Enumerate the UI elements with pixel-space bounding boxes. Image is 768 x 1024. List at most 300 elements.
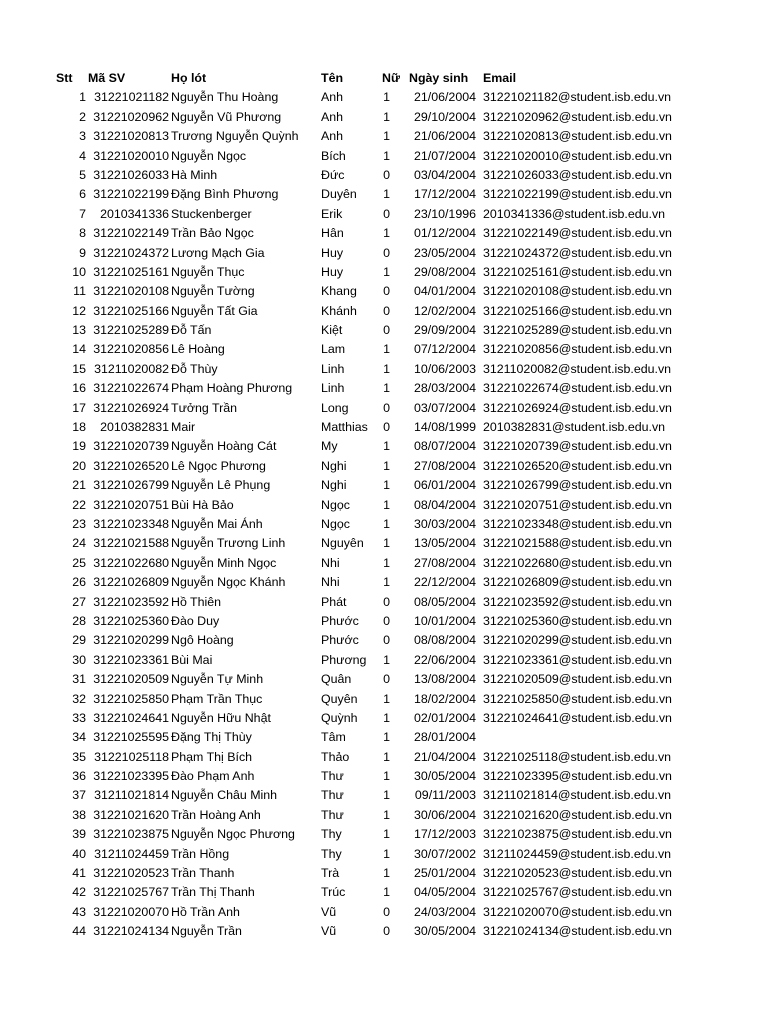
ten-cell: Khánh: [321, 303, 357, 318]
table-row: [0, 244, 768, 263]
email-cell: 31221025118@student.isb.edu.vn: [483, 749, 672, 764]
ho-lot-cell: Đỗ Tấn: [171, 323, 212, 338]
ho-lot-cell: Đặng Thị Thùy: [171, 730, 252, 745]
nu-cell: 1: [383, 148, 390, 163]
ma-sv-cell: 31221025595: [93, 730, 169, 745]
nu-cell: 1: [383, 439, 390, 454]
ho-lot-cell: Nguyễn Thu Hoàng: [171, 90, 279, 105]
ho-lot-cell: Hồ Thiên: [171, 594, 222, 609]
nu-cell: 1: [383, 458, 390, 473]
email-cell: 2010341336@student.isb.edu.vn: [483, 206, 666, 221]
table-row: [0, 302, 768, 321]
ten-cell: Thảo: [321, 749, 350, 764]
ngay-sinh-cell: 30/05/2004: [413, 924, 476, 939]
email-cell: 31221026799@student.isb.edu.vn: [483, 478, 672, 493]
ngay-sinh-cell: 18/02/2004: [413, 691, 476, 706]
table-row: [0, 767, 768, 786]
ho-lot-cell: Trần Thị Thanh: [171, 885, 255, 900]
stt-cell: 18: [72, 420, 86, 435]
email-cell: 31211024459@student.isb.edu.vn: [483, 846, 672, 861]
ma-sv-cell: 31211020082: [94, 361, 169, 376]
ten-cell: Kiệt: [321, 323, 343, 338]
stt-cell: 5: [79, 167, 86, 182]
email-cell: 31221022680@student.isb.edu.vn: [483, 555, 672, 570]
email-cell: 31221022149@student.isb.edu.vn: [483, 226, 672, 241]
ho-lot-cell: Nguyễn Thục: [171, 264, 245, 279]
email-cell: 31221025166@student.isb.edu.vn: [483, 303, 672, 318]
header-nu: Nữ: [382, 71, 400, 85]
email-cell: 2010382831@student.isb.edu.vn: [483, 420, 666, 435]
table-row: [0, 883, 768, 902]
stt-cell: 10: [72, 264, 86, 279]
table-row: [0, 903, 768, 922]
table-row: [0, 922, 768, 941]
ngay-sinh-cell: 02/01/2004: [413, 710, 476, 725]
ho-lot-cell: Lê Ngọc Phương: [171, 458, 266, 473]
ten-cell: Phước: [321, 613, 359, 628]
stt-cell: 6: [79, 187, 86, 202]
ngay-sinh-cell: 08/05/2004: [413, 594, 476, 609]
email-cell: 31211020082@student.isb.edu.vn: [483, 361, 672, 376]
ho-lot-cell: Ngô Hoàng: [171, 633, 234, 648]
ma-sv-cell: 31211021814: [94, 788, 169, 803]
ngay-sinh-cell: 29/09/2004: [413, 323, 476, 338]
ho-lot-cell: Phạm Hoàng Phương: [171, 381, 293, 396]
stt-cell: 32: [72, 691, 86, 706]
ten-cell: Thư: [321, 807, 344, 822]
ten-cell: Nghi: [321, 478, 347, 493]
nu-cell: 1: [383, 361, 390, 376]
ho-lot-cell: Trần Hoàng Anh: [171, 807, 261, 822]
ngay-sinh-cell: 24/03/2004: [413, 904, 476, 919]
table-row: [0, 690, 768, 709]
ngay-sinh-cell: 30/05/2004: [413, 769, 476, 784]
ngay-sinh-cell: 22/12/2004: [413, 575, 476, 590]
table-row: [0, 399, 768, 418]
table-row: [0, 379, 768, 398]
ho-lot-cell: Lương Mạch Gia: [171, 245, 265, 260]
ho-lot-cell: Nguyễn Minh Ngọc: [171, 555, 277, 570]
ten-cell: Linh: [321, 361, 345, 376]
stt-cell: 31: [72, 672, 86, 687]
table-row: [0, 476, 768, 495]
table-row: [0, 437, 768, 456]
nu-cell: 0: [383, 633, 390, 648]
ho-lot-cell: Bùi Mai: [171, 652, 213, 667]
ma-sv-cell: 31221024372: [93, 245, 169, 260]
ma-sv-cell: 31221022680: [93, 555, 169, 570]
ten-cell: Quyên: [321, 691, 358, 706]
ma-sv-cell: 31221026799: [93, 478, 169, 493]
ten-cell: Khang: [321, 284, 357, 299]
nu-cell: 1: [383, 536, 390, 551]
ho-lot-cell: Nguyễn Hoàng Cát: [171, 439, 277, 454]
ma-sv-cell: 31221022199: [93, 187, 169, 202]
ngay-sinh-cell: 21/06/2004: [413, 129, 476, 144]
email-cell: 31221023348@student.isb.edu.vn: [483, 516, 672, 531]
ma-sv-cell: 31221020108: [93, 284, 169, 299]
ma-sv-cell: 31221021182: [94, 90, 169, 105]
nu-cell: 1: [383, 691, 390, 706]
ngay-sinh-cell: 09/11/2003: [414, 788, 476, 803]
ten-cell: Huy: [321, 245, 344, 260]
ngay-sinh-cell: 29/10/2004: [413, 109, 476, 124]
email-cell: 31221024641@student.isb.edu.vn: [483, 710, 672, 725]
ho-lot-cell: Trương Nguyễn Quỳnh: [171, 129, 299, 144]
stt-cell: 39: [72, 827, 86, 842]
table-row: [0, 88, 768, 107]
ngay-sinh-cell: 04/01/2004: [413, 284, 476, 299]
nu-cell: 1: [383, 846, 390, 861]
stt-cell: 11: [73, 284, 86, 299]
ma-sv-cell: 31221022149: [93, 226, 169, 241]
ho-lot-cell: Nguyễn Lê Phụng: [171, 478, 271, 493]
ho-lot-cell: Hồ Trần Anh: [171, 904, 240, 919]
header-stt: Stt: [56, 71, 73, 85]
stt-cell: 28: [72, 613, 86, 628]
ten-cell: Đức: [321, 167, 345, 182]
email-cell: 31221020010@student.isb.edu.vn: [483, 148, 672, 163]
email-cell: 31221026924@student.isb.edu.vn: [483, 400, 672, 415]
header-email: Email: [483, 71, 517, 85]
ma-sv-cell: 31221020751: [93, 497, 169, 512]
stt-cell: 43: [72, 904, 86, 919]
ngay-sinh-cell: 17/12/2004: [413, 187, 476, 202]
ma-sv-cell: 31221023395: [93, 769, 169, 784]
ten-cell: Thy: [321, 846, 342, 861]
ten-cell: Nghi: [321, 458, 347, 473]
email-cell: 31221020813@student.isb.edu.vn: [483, 129, 672, 144]
ngay-sinh-cell: 28/03/2004: [413, 381, 476, 396]
ma-sv-cell: 31221020299: [93, 633, 169, 648]
ma-sv-cell: 31221025767: [93, 885, 169, 900]
ho-lot-cell: Nguyễn Tự Minh: [171, 672, 264, 687]
ma-sv-cell: 31221023592: [93, 594, 169, 609]
email-cell: 31221020751@student.isb.edu.vn: [483, 497, 672, 512]
ngay-sinh-cell: 12/02/2004: [413, 303, 476, 318]
nu-cell: 1: [383, 730, 390, 745]
stt-cell: 17: [72, 400, 86, 415]
header-ngay-sinh: Ngày sinh: [409, 71, 469, 85]
ten-cell: Anh: [321, 90, 344, 105]
table-row: [0, 573, 768, 592]
email-cell: 31221023361@student.isb.edu.vn: [483, 652, 672, 667]
ma-sv-cell: 31221025360: [93, 613, 169, 628]
ho-lot-cell: Nguyễn Ngọc Khánh: [171, 575, 286, 590]
ho-lot-cell: Nguyễn Ngọc Phương: [171, 827, 295, 842]
nu-cell: 1: [383, 109, 390, 124]
table-row: [0, 224, 768, 243]
ho-lot-cell: Đặng Bình Phương: [171, 187, 279, 202]
ma-sv-cell: 31221024134: [93, 924, 169, 939]
email-cell: 31221021182@student.isb.edu.vn: [483, 90, 672, 105]
table-row: [0, 825, 768, 844]
header-ten: Tên: [321, 71, 344, 85]
ngay-sinh-cell: 23/10/1996: [413, 206, 476, 221]
table-row: [0, 709, 768, 728]
ngay-sinh-cell: 08/07/2004: [413, 439, 476, 454]
ma-sv-cell: 31221025166: [93, 303, 169, 318]
stt-cell: 44: [72, 924, 86, 939]
student-list-table: [0, 69, 768, 942]
table-row: [0, 631, 768, 650]
nu-cell: 0: [383, 594, 390, 609]
ten-cell: Quỳnh: [321, 710, 358, 725]
ten-cell: Thư: [321, 769, 344, 784]
ten-cell: Anh: [321, 109, 344, 124]
ma-sv-cell: 31221025118: [94, 749, 169, 764]
ma-sv-cell: 31221026520: [93, 458, 169, 473]
stt-cell: 14: [72, 342, 86, 357]
nu-cell: 0: [383, 924, 390, 939]
email-cell: 31221020856@student.isb.edu.vn: [483, 342, 672, 357]
ngay-sinh-cell: 06/01/2004: [413, 478, 476, 493]
table-row: [0, 418, 768, 437]
ngay-sinh-cell: 10/01/2004: [413, 613, 476, 628]
ho-lot-cell: Nguyễn Tường: [171, 284, 255, 299]
stt-cell: 26: [72, 575, 86, 590]
ngay-sinh-cell: 03/07/2004: [413, 400, 476, 415]
table-row: [0, 205, 768, 224]
stt-cell: 42: [72, 885, 86, 900]
header-ho-lot: Họ lót: [171, 71, 207, 85]
stt-cell: 12: [72, 303, 86, 318]
stt-cell: 22: [72, 497, 86, 512]
nu-cell: 0: [383, 245, 390, 260]
table-row: [0, 515, 768, 534]
ho-lot-cell: Bùi Hà Bảo: [171, 497, 234, 512]
ho-lot-cell: Hà Minh: [171, 167, 218, 182]
stt-cell: 1: [79, 90, 86, 105]
stt-cell: 27: [72, 594, 86, 609]
ten-cell: Huy: [321, 264, 344, 279]
email-cell: 31211021814@student.isb.edu.vn: [483, 788, 672, 803]
ten-cell: Tâm: [321, 730, 346, 745]
ten-cell: Vũ: [321, 904, 337, 919]
ngay-sinh-cell: 21/04/2004: [413, 749, 476, 764]
nu-cell: 1: [383, 187, 390, 202]
stt-cell: 20: [72, 458, 86, 473]
email-cell: 31221020070@student.isb.edu.vn: [483, 904, 672, 919]
nu-cell: 1: [383, 264, 390, 279]
ma-sv-cell: 31221020813: [93, 129, 169, 144]
nu-cell: 1: [383, 652, 390, 667]
ten-cell: Nhi: [321, 575, 340, 590]
ma-sv-cell: 31221020509: [93, 672, 169, 687]
table-row: [0, 728, 768, 747]
email-cell: 31221023592@student.isb.edu.vn: [483, 594, 672, 609]
ten-cell: Ngọc: [321, 516, 350, 531]
stt-cell: 9: [79, 245, 86, 260]
ten-cell: Vũ: [321, 924, 337, 939]
ma-sv-cell: 2010382831: [100, 420, 169, 435]
nu-cell: 0: [383, 672, 390, 687]
ma-sv-cell: 31221021620: [93, 807, 169, 822]
ten-cell: Erik: [321, 206, 343, 221]
table-row: [0, 166, 768, 185]
table-row: [0, 651, 768, 670]
ngay-sinh-cell: 27/08/2004: [413, 555, 476, 570]
nu-cell: 0: [383, 904, 390, 919]
email-cell: 31221022674@student.isb.edu.vn: [483, 381, 672, 396]
ma-sv-cell: 31221020070: [93, 904, 169, 919]
ngay-sinh-cell: 27/08/2004: [413, 458, 476, 473]
nu-cell: 0: [383, 323, 390, 338]
stt-cell: 35: [72, 749, 86, 764]
ten-cell: Anh: [321, 129, 344, 144]
ngay-sinh-cell: 17/12/2003: [413, 827, 476, 842]
ma-sv-cell: 31221025289: [93, 323, 169, 338]
stt-cell: 24: [72, 536, 86, 551]
ngay-sinh-cell: 23/05/2004: [413, 245, 476, 260]
nu-cell: 1: [383, 381, 390, 396]
table-row: [0, 127, 768, 146]
ho-lot-cell: Trần Thanh: [171, 866, 235, 881]
stt-cell: 25: [72, 555, 86, 570]
ma-sv-cell: 2010341336: [100, 206, 169, 221]
stt-cell: 15: [72, 361, 86, 376]
ten-cell: Ngọc: [321, 497, 350, 512]
ho-lot-cell: Phạm Trần Thục: [171, 691, 263, 706]
table-row: [0, 360, 768, 379]
ten-cell: Trúc: [321, 885, 346, 900]
stt-cell: 33: [72, 710, 86, 725]
ngay-sinh-cell: 14/08/1999: [413, 420, 476, 435]
stt-cell: 34: [72, 730, 86, 745]
nu-cell: 1: [383, 516, 390, 531]
stt-cell: 30: [72, 652, 86, 667]
nu-cell: 0: [383, 400, 390, 415]
ngay-sinh-cell: 01/12/2004: [413, 226, 476, 241]
email-cell: 31221023875@student.isb.edu.vn: [483, 827, 672, 842]
ho-lot-cell: Nguyễn Ngọc: [171, 148, 247, 163]
ngay-sinh-cell: 25/01/2004: [413, 866, 476, 881]
ngay-sinh-cell: 13/05/2004: [413, 536, 476, 551]
ma-sv-cell: 31221026924: [93, 400, 169, 415]
table-row: [0, 845, 768, 864]
email-cell: 31221025360@student.isb.edu.vn: [483, 613, 672, 628]
email-cell: 31221020108@student.isb.edu.vn: [483, 284, 672, 299]
nu-cell: 1: [383, 749, 390, 764]
email-cell: 31221024134@student.isb.edu.vn: [483, 924, 672, 939]
stt-cell: 37: [72, 788, 86, 803]
ten-cell: Lam: [321, 342, 346, 357]
nu-cell: 1: [383, 710, 390, 725]
ten-cell: My: [321, 439, 338, 454]
ten-cell: Hân: [321, 226, 344, 241]
ma-sv-cell: 31221025850: [93, 691, 169, 706]
ngay-sinh-cell: 07/12/2004: [413, 342, 476, 357]
ma-sv-cell: 31221026033: [93, 167, 169, 182]
ma-sv-cell: 31221020739: [93, 439, 169, 454]
email-cell: 31221025289@student.isb.edu.vn: [483, 323, 672, 338]
table-row: [0, 806, 768, 825]
ten-cell: Phương: [321, 652, 367, 667]
ngay-sinh-cell: 21/07/2004: [413, 148, 476, 163]
table-row: [0, 554, 768, 573]
ten-cell: Trà: [321, 866, 340, 881]
ma-sv-cell: 31221024641: [93, 710, 169, 725]
nu-cell: 1: [383, 807, 390, 822]
nu-cell: 1: [383, 129, 390, 144]
ma-sv-cell: 31221026809: [93, 575, 169, 590]
ma-sv-cell: 31221023875: [93, 827, 169, 842]
ngay-sinh-cell: 28/01/2004: [413, 730, 476, 745]
ten-cell: Thư: [321, 788, 344, 803]
ngay-sinh-cell: 30/07/2002: [413, 846, 476, 861]
nu-cell: 1: [383, 575, 390, 590]
nu-cell: 1: [383, 497, 390, 512]
email-cell: 31221025850@student.isb.edu.vn: [483, 691, 672, 706]
ma-sv-cell: 31221025161: [93, 264, 169, 279]
nu-cell: 1: [383, 866, 390, 881]
ten-cell: Nguyên: [321, 536, 364, 551]
table-row: [0, 864, 768, 883]
ma-sv-cell: 31221022674: [93, 381, 169, 396]
email-cell: 31221026520@student.isb.edu.vn: [483, 458, 672, 473]
ngay-sinh-cell: 30/06/2004: [413, 807, 476, 822]
nu-cell: 1: [383, 788, 390, 803]
ngay-sinh-cell: 04/05/2004: [413, 885, 476, 900]
ten-cell: Long: [321, 400, 349, 415]
table-row: [0, 748, 768, 767]
ho-lot-cell: Nguyễn Châu Minh: [171, 788, 278, 803]
ten-cell: Linh: [321, 381, 345, 396]
nu-cell: 1: [383, 769, 390, 784]
nu-cell: 0: [383, 303, 390, 318]
ma-sv-cell: 31221023361: [93, 652, 169, 667]
email-cell: 31221021620@student.isb.edu.vn: [483, 807, 672, 822]
ten-cell: Thy: [321, 827, 342, 842]
stt-cell: 3: [79, 129, 86, 144]
ten-cell: Matthias: [321, 420, 368, 435]
ma-sv-cell: 31221020962: [93, 109, 169, 124]
email-cell: 31221025767@student.isb.edu.vn: [483, 885, 672, 900]
ma-sv-cell: 31221023348: [93, 516, 169, 531]
table-row: [0, 534, 768, 553]
table-row: [0, 108, 768, 127]
ma-sv-cell: 31221020010: [93, 148, 169, 163]
ten-cell: Quân: [321, 672, 352, 687]
ho-lot-cell: Đào Phạm Anh: [171, 769, 255, 784]
nu-cell: 1: [383, 226, 390, 241]
ngay-sinh-cell: 13/08/2004: [413, 672, 476, 687]
stt-cell: 16: [72, 381, 86, 396]
ho-lot-cell: Phạm Thị Bích: [171, 749, 253, 764]
table-row: [0, 457, 768, 476]
ho-lot-cell: Nguyễn Hữu Nhật: [171, 710, 271, 725]
ho-lot-cell: Trần Bảo Ngọc: [171, 226, 254, 241]
ma-sv-cell: 31221020523: [93, 866, 169, 881]
nu-cell: 0: [383, 420, 390, 435]
stt-cell: 21: [72, 478, 86, 493]
stt-cell: 29: [72, 633, 86, 648]
ho-lot-cell: Tưởng Trần: [171, 400, 238, 415]
ho-lot-cell: Lê Hoàng: [171, 342, 225, 357]
stt-cell: 23: [72, 516, 86, 531]
ma-sv-cell: 31211024459: [94, 846, 169, 861]
nu-cell: 1: [383, 827, 390, 842]
ten-cell: Duyên: [321, 187, 357, 202]
ma-sv-cell: 31221021588: [93, 536, 169, 551]
email-cell: 31221020509@student.isb.edu.vn: [483, 672, 672, 687]
email-cell: 31221021588@student.isb.edu.vn: [483, 536, 672, 551]
ho-lot-cell: Trần Hồng: [171, 846, 230, 861]
email-cell: 31221024372@student.isb.edu.vn: [483, 245, 672, 260]
table-row: [0, 670, 768, 689]
table-row: [0, 786, 768, 805]
ho-lot-cell: Nguyễn Vũ Phương: [171, 109, 282, 124]
